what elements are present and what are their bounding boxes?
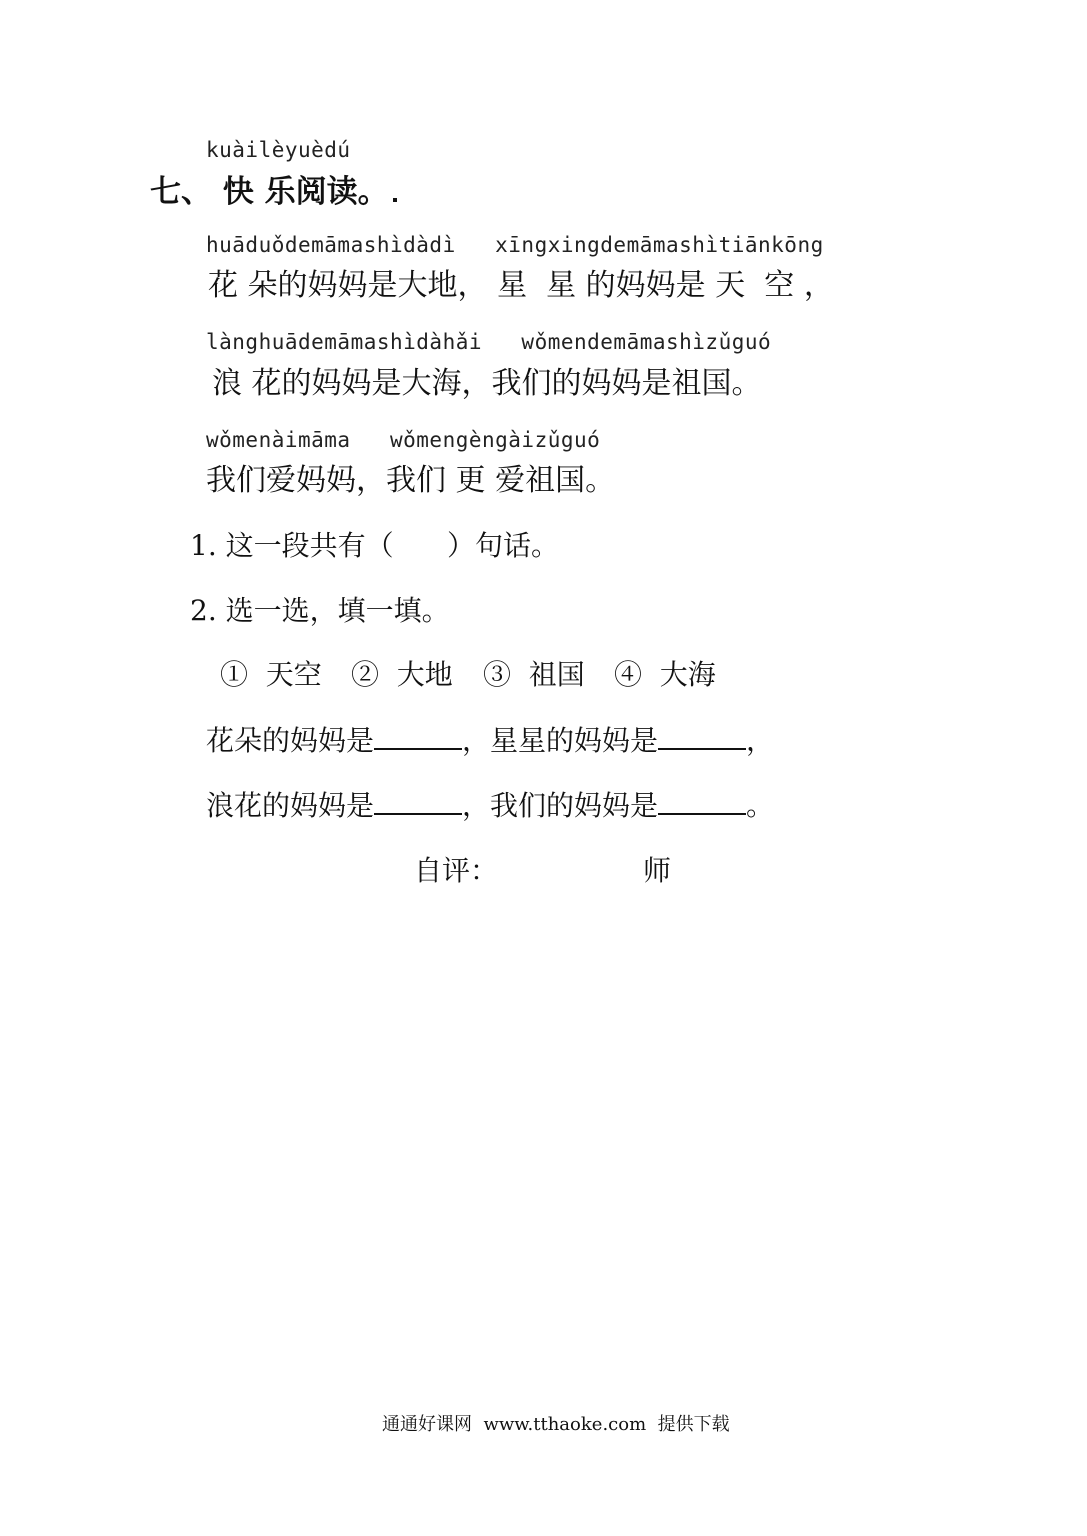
question-2: 2. 选一选，填一填。 xyxy=(190,594,450,627)
passage-line-2-text: 浪 花的妈妈是大海，我们的妈妈是祖国。 xyxy=(212,366,762,401)
title-pinyin: kuàilèyuèdú xyxy=(206,138,351,162)
fill-1-sep: ， xyxy=(462,724,491,757)
teacher-evaluation-label: 师 xyxy=(643,854,672,887)
option-3: ③ 祖国 xyxy=(483,658,585,691)
answer-blank-4[interactable] xyxy=(658,787,746,815)
fill-line-2 xyxy=(206,784,774,824)
option-4: ④ 大海 xyxy=(614,658,716,691)
passage-line-1-text: 花 朵的妈妈是大地， 星 星 的妈妈是 天 空 ， xyxy=(208,268,834,303)
passage-line-2-pinyin: lànghuādemāmashìdàhǎi wǒmendemāmashìzǔguó xyxy=(206,330,772,354)
fill-2a-label: 浪花的妈妈是 xyxy=(206,789,375,822)
fill-1a-label: 花朵的妈妈是 xyxy=(206,724,375,757)
answer-blank-1[interactable] xyxy=(374,722,462,750)
option-2: ② 大地 xyxy=(351,658,453,691)
section-title-text: 七、 快 乐阅读。 xyxy=(150,174,389,210)
answer-blank-3[interactable] xyxy=(374,787,462,815)
passage-line-3-text: 我们爱妈妈，我们 更 爱祖国。 xyxy=(206,463,616,498)
footer-source: 通通好课网 www.tthaoke.com 提供下载 xyxy=(382,1414,730,1435)
fill-2-sep: ， xyxy=(462,789,491,822)
self-evaluation-label: 自评： xyxy=(414,854,499,887)
passage-line-1-pinyin: huāduǒdemāmashìdàdì xīngxingdemāmashìtiānkōng xyxy=(206,233,824,257)
answer-blank-2[interactable] xyxy=(658,722,746,750)
fill-2b-label: 我们的妈妈是 xyxy=(490,789,659,822)
fill-line-1 xyxy=(206,719,774,759)
fill-2-end: 。 xyxy=(746,789,775,822)
passage-line-3-pinyin: wǒmenàimāma wǒmengèngàizǔguó xyxy=(206,428,601,452)
fill-1b-label: 星星的妈妈是 xyxy=(490,724,659,757)
section-title xyxy=(150,166,397,211)
fill-1-end: ， xyxy=(746,724,775,757)
question-1: 1. 这一段共有（ ）句话。 xyxy=(190,529,560,562)
option-1: ① 天空 xyxy=(220,658,322,691)
title-dot-mark xyxy=(393,198,397,202)
